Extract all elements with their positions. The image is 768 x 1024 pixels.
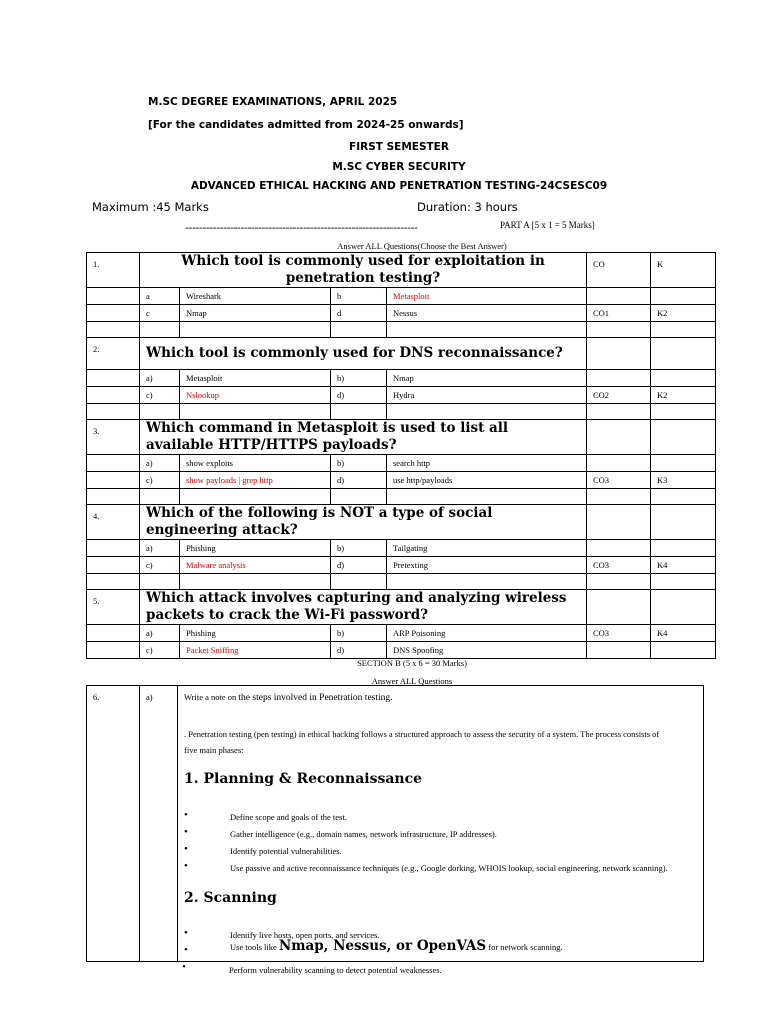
options-row xyxy=(87,305,716,322)
k-header: K xyxy=(651,253,716,288)
k-value xyxy=(651,455,716,472)
admission-note: [For the candidates admitted from 2024-25 onwards] xyxy=(148,119,464,131)
empty-cell xyxy=(651,404,716,420)
option-letter: a) xyxy=(140,625,180,642)
option-text: use http/payloads xyxy=(387,472,587,489)
option-text: Malware analysis xyxy=(180,557,331,574)
empty-cell xyxy=(587,574,651,590)
k-value: K2 xyxy=(651,305,716,322)
empty-cell xyxy=(87,642,140,659)
bullet: • xyxy=(184,809,188,821)
options-row xyxy=(87,288,716,305)
k-value xyxy=(651,642,716,659)
options-row xyxy=(87,455,716,472)
semester: FIRST SEMESTER xyxy=(349,141,449,153)
question-row xyxy=(87,338,716,370)
bullet: • xyxy=(184,944,188,956)
phase-2-bullet: Perform vulnerability scanning to detect potential weaknesses. xyxy=(229,965,442,975)
phase-1-bullet: Use passive and active reconnaissance techniques (e.g., Google dorking, WHOIS lookup, social engineering, network scanning). xyxy=(230,863,668,873)
option-letter: a) xyxy=(140,455,180,472)
k-value: K2 xyxy=(651,387,716,404)
option-text: Nessus xyxy=(387,305,587,322)
empty-cell xyxy=(180,404,331,420)
empty-cell xyxy=(87,455,140,472)
options-row xyxy=(87,557,716,574)
bullet: • xyxy=(184,927,188,939)
co-header xyxy=(587,590,651,625)
phase-2-bullet: Use tools like Nmap, Nessus, or OpenVAS for network scanning. xyxy=(230,938,563,954)
k-value xyxy=(651,370,716,387)
option-text: Wireshark xyxy=(180,288,331,305)
option-letter: c) xyxy=(140,387,180,404)
options-row xyxy=(87,387,716,404)
empty-cell xyxy=(651,574,716,590)
option-text: Metasploit xyxy=(180,370,331,387)
bullet: • xyxy=(184,860,188,872)
question-row xyxy=(87,420,716,455)
option-text: Metasploit xyxy=(387,288,587,305)
question-text: Which command in Metasploit is used to list all available HTTP/HTTPS payloads? xyxy=(140,420,587,455)
spacer-row xyxy=(87,322,716,338)
option-text: Phishing xyxy=(180,625,331,642)
co-value xyxy=(587,642,651,659)
phase-2-bullet: Identify live hosts, open ports, and services. xyxy=(230,930,380,940)
options-row xyxy=(87,540,716,557)
co-value xyxy=(587,540,651,557)
question-row xyxy=(87,505,716,540)
option-letter: b) xyxy=(331,625,387,642)
option-text: show payloads | grep http xyxy=(180,472,331,489)
co-value: CO3 xyxy=(587,625,651,642)
option-text: Phishing xyxy=(180,540,331,557)
spacer-row xyxy=(87,404,716,420)
bullet: • xyxy=(184,826,188,838)
answer-all-choose: Answer ALL Questions(Choose the Best Answer) xyxy=(337,241,507,251)
co-header: CO xyxy=(587,253,651,288)
empty-cell xyxy=(587,404,651,420)
k-header xyxy=(651,590,716,625)
exam-title: M.SC DEGREE EXAMINATIONS, APRIL 2025 xyxy=(148,96,398,108)
empty-cell xyxy=(587,322,651,338)
option-letter: c) xyxy=(140,557,180,574)
empty-cell xyxy=(87,288,140,305)
empty-cell xyxy=(180,322,331,338)
option-letter: d) xyxy=(331,642,387,659)
intro-line-1: . Penetration testing (pen testing) in ethical hacking follows a structured approach to assess the security of a system. The process consists of xyxy=(184,729,660,739)
k-value xyxy=(651,288,716,305)
empty-cell xyxy=(387,574,587,590)
option-text: Tailgating xyxy=(387,540,587,557)
option-letter: c xyxy=(140,305,180,322)
co-header xyxy=(587,505,651,540)
options-row xyxy=(87,625,716,642)
question-row xyxy=(87,590,716,625)
option-text: search http xyxy=(387,455,587,472)
k-value: K4 xyxy=(651,557,716,574)
empty-cell xyxy=(180,574,331,590)
empty-cell xyxy=(87,557,140,574)
empty-cell xyxy=(140,322,180,338)
question-number: 4. xyxy=(87,505,140,540)
option-letter: d) xyxy=(331,557,387,574)
option-letter: d) xyxy=(331,387,387,404)
empty-cell xyxy=(87,489,140,505)
co-value xyxy=(587,370,651,387)
phase-1-bullet: Define scope and goals of the test. xyxy=(230,812,347,822)
option-letter: b) xyxy=(331,370,387,387)
option-text: Packet Sniffing xyxy=(180,642,331,659)
phase-1-bullet: Gather intelligence (e.g., domain names, network infrastructure, IP addresses). xyxy=(230,829,497,839)
empty-cell xyxy=(180,489,331,505)
empty-cell xyxy=(587,489,651,505)
bullet: • xyxy=(184,843,188,855)
option-letter: d) xyxy=(331,472,387,489)
question-number: 2. xyxy=(87,338,140,370)
intro-line-2: five main phases: xyxy=(184,745,244,755)
empty-cell xyxy=(387,404,587,420)
option-text: Nmap xyxy=(180,305,331,322)
mcq-table xyxy=(86,252,716,659)
empty-cell xyxy=(87,472,140,489)
sub-question-label: a) xyxy=(140,686,178,962)
options-row xyxy=(87,472,716,489)
question-number: 5. xyxy=(87,590,140,625)
bullet: • xyxy=(182,961,186,973)
k-value: K4 xyxy=(651,625,716,642)
option-text: Nslookup xyxy=(180,387,331,404)
empty-cell xyxy=(87,370,140,387)
empty-cell xyxy=(87,387,140,404)
phase-2-heading: 2. Scanning xyxy=(184,890,277,906)
k-value: K3 xyxy=(651,472,716,489)
spacer-row xyxy=(87,574,716,590)
phase-1-bullet: Identify potential vulnerabilities. xyxy=(230,846,342,856)
empty-cell xyxy=(140,489,180,505)
empty-cell xyxy=(331,574,387,590)
section-b-table xyxy=(86,685,704,962)
empty-cell xyxy=(87,322,140,338)
options-row xyxy=(87,642,716,659)
empty-cell xyxy=(87,625,140,642)
option-letter: b xyxy=(331,288,387,305)
option-text: Nmap xyxy=(387,370,587,387)
empty-cell xyxy=(87,574,140,590)
empty-cell xyxy=(87,540,140,557)
empty-cell xyxy=(87,404,140,420)
question-number: 3. xyxy=(87,420,140,455)
option-letter: d xyxy=(331,305,387,322)
answer-body xyxy=(178,686,703,961)
spacer-row xyxy=(87,489,716,505)
k-header xyxy=(651,505,716,540)
question-number: 6. xyxy=(87,686,140,962)
empty-cell xyxy=(387,489,587,505)
co-header xyxy=(587,420,651,455)
section-b-heading: SECTION B (5 x 6 = 30 Marks) xyxy=(357,658,467,668)
co-value: CO3 xyxy=(587,472,651,489)
empty-cell xyxy=(87,305,140,322)
option-letter: b) xyxy=(331,455,387,472)
question-number: 1. xyxy=(87,253,140,288)
co-value xyxy=(587,288,651,305)
empty-cell xyxy=(651,489,716,505)
option-letter: b) xyxy=(331,540,387,557)
option-text: show exploits xyxy=(180,455,331,472)
option-letter: a) xyxy=(140,370,180,387)
phase-1-heading: 1. Planning & Reconnaissance xyxy=(184,771,423,787)
co-value: CO1 xyxy=(587,305,651,322)
empty-cell xyxy=(331,404,387,420)
k-header xyxy=(651,420,716,455)
question-text: Which tool is commonly used for exploitation in penetration testing? xyxy=(140,253,587,288)
option-letter: a) xyxy=(140,540,180,557)
option-letter: c) xyxy=(140,472,180,489)
option-text: DNS Spoofing xyxy=(387,642,587,659)
question-text: Which attack involves capturing and analyzing wireless packets to crack the Wi-Fi password? xyxy=(140,590,587,625)
question-text: Which tool is commonly used for DNS reconnaissance? xyxy=(140,338,587,370)
program: M.SC CYBER SECURITY xyxy=(332,161,466,173)
co-value: CO3 xyxy=(587,557,651,574)
max-marks: Maximum :45 Marks xyxy=(92,200,209,214)
question-row xyxy=(87,253,716,288)
course-title: ADVANCED ETHICAL HACKING AND PENETRATION TESTING-24CSESC09 xyxy=(190,180,608,192)
k-header xyxy=(651,338,716,370)
empty-cell xyxy=(331,322,387,338)
empty-cell xyxy=(140,404,180,420)
co-header xyxy=(587,338,651,370)
option-text: Hydra xyxy=(387,387,587,404)
option-text: Pretexting xyxy=(387,557,587,574)
question-text: Which of the following is NOT a type of social engineering attack? xyxy=(140,505,587,540)
empty-cell xyxy=(140,574,180,590)
option-letter: a xyxy=(140,288,180,305)
question-prompt: Write a note on the steps involved in Penetration testing. xyxy=(184,692,393,703)
section-b-answer-all: Answer ALL Questions xyxy=(371,676,453,686)
co-value: CO2 xyxy=(587,387,651,404)
co-value xyxy=(587,455,651,472)
duration: Duration: 3 hours xyxy=(417,200,518,214)
k-value xyxy=(651,540,716,557)
part-a-heading: PART A [5 x 1 = 5 Marks] xyxy=(500,220,595,230)
separator-dashes: ------------------------------------------------------------------- xyxy=(185,221,418,234)
empty-cell xyxy=(651,322,716,338)
options-row xyxy=(87,370,716,387)
option-text: ARP Poisoning xyxy=(387,625,587,642)
empty-cell xyxy=(331,489,387,505)
option-letter: c) xyxy=(140,642,180,659)
empty-cell xyxy=(387,322,587,338)
